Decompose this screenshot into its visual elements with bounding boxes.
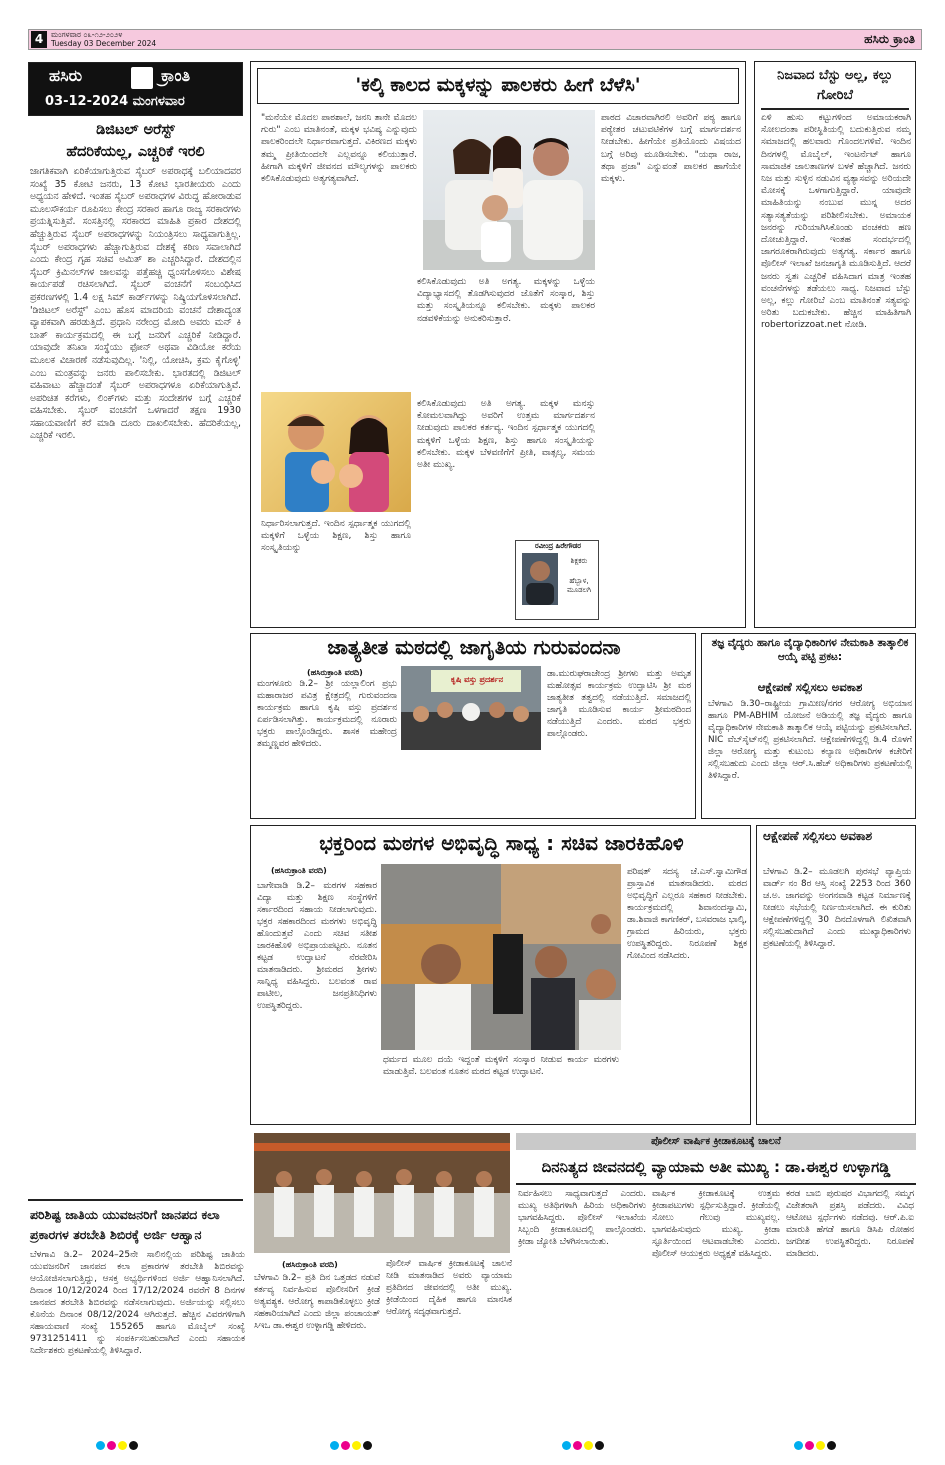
notice-left-title: ಪರಿಶಿಷ್ಟ ಜಾತಿಯ ಯುವಜನರಿಗೆ ಜಾನಪದ ಕಲಾ ಪ್ರಕಾರಗಳ ತರಬೇತಿ ಶಿಬಿರಕ್ಕೆ ಅರ್ಜಿ ಆಹ್ವಾನ: [30, 1207, 220, 1242]
sports-col2: ಪೊಲೀಸ್ ವಾರ್ಷಿಕ ಕ್ರೀಡಾಕೂಟಕ್ಕೆ ಚಾಲನೆ ನೀಡಿ ಮಾತನಾಡಿದ ಅವರು ವ್ಯಾಯಾಮ ಪ್ರತಿದಿನದ ಜೀವನದಲ್ಲಿ ಅತೀ ಮುಖ್ಯ. ಕ್ರೀಡೆಯಿಂದ ದೈಹಿಕ ಹಾಗೂ ಮಾನಸಿಕ ಆರೋಗ್ಯ ಸದೃಢವಾಗುತ್ತದೆ.: [386, 1259, 512, 1317]
objection-notice-body: ಬೆಳಗಾವಿ ಡಿ.2– ಮೂಡಲಗಿ ಪುರಸಭೆ ವ್ಯಾಪ್ತಿಯ ವಾರ್ಡ್ ನಂ 8ರ ಆಸ್ತಿ ಸಂಖ್ಯೆ 2253 ರಿಂದ 360 ಚ.ಅ. ಜಾಗವನ್ನು ಅಂಗನವಾಡಿ ಕಟ್ಟಡ ನಿರ್ಮಾಣಕ್ಕೆ ನೀಡಲು ಸಭೆಯಲ್ಲಿ ನಿರ್ಣಯಿಸಲಾಗಿದೆ. ಈ ಕುರಿತು ಆಕ್ಷೇಪಣೆಗಳಿದ್ದಲ್ಲಿ 30 ದಿನದೊಳಗಾಗಿ ಲಿಖಿತವಾಗಿ ಸಲ್ಲಿಸಬಹುದಾಗಿದೆ ಎಂದು ಮುಖ್ಯಾಧಿಕಾರಿಗಳು ಪ್ರಕಟಣೆಯಲ್ಲಿ ತಿಳಿಸಿದ್ದಾರೆ.: [763, 867, 911, 949]
sports-title: ದಿನನಿತ್ಯದ ಜೀವನದಲ್ಲಿ ವ್ಯಾಯಾಮ ಅತೀ ಮುಖ್ಯ : ಡಾ.ಈಶ್ವರ ಉಳ್ಳಾಗಡ್ಡಿ: [541, 1158, 891, 1176]
jarki-story-title: ಭಕ್ತರಿಂದ ಮಠಗಳ ಅಭಿವೃದ್ಧಿ ಸಾಧ್ಯ : ಸಚಿವ ಜಾರಕಿಹೊಳಿ: [319, 831, 684, 855]
author-place: ಹೆಬ್ಬಾಳ, ಮೂಡಲಗಿ: [567, 577, 591, 594]
feature-col2: ಕಲಿಸಿಕೊಡುವುದು ಅತಿ ಅಗತ್ಯ. ಮಕ್ಕಳನ್ನು ಒಳ್ಳೆಯ ವಿದ್ಯಾಭ್ಯಾಸದಲ್ಲಿ ತೊಡಗಿಸುವುದರ ಜೊತೆಗೆ ಸಂಸ್ಕಾರ, ಶಿಸ್ತು ಮತ್ತು ಸಂಸ್ಕೃತಿಯನ್ನೂ ಕಲಿಸಬೇಕು. ಮಕ್ಕಳು ಪಾಲಕರ ನಡವಳಿಕೆಯನ್ನು ಅನುಕರಿಸುತ್ತಾರೆ.: [417, 277, 595, 324]
divider: [516, 1183, 916, 1185]
feature-col1: "ಮನೆಯೇ ಮೊದಲ ಪಾಠಶಾಲೆ, ಜನನಿ ತಾನೇ ಮೊದಲ ಗುರು" ಎಂಬ ಮಾತಿನಂತೆ, ಮಕ್ಕಳ ಭವಿಷ್ಯ ಎನ್ನುವುದು ಪಾಲಕರಿಂದಲೇ ನಿರ್ಧಾರವಾಗುತ್ತದೆ. ವಿಕಿರಣದ ಮಕ್ಕಳು ತಮ್ಮ ಪ್ರೀತಿಯಿಂದಲೇ ಎಲ್ಲವನ್ನೂ ಕಲಿಯುತ್ತಾರೆ. ಹೀಗಾಗಿ ಮಕ್ಕಳಿಗೆ ಜೀವನದ ಮೌಲ್ಯಗಳನ್ನು ಪಾಲಕರು ಕಲಿಸಿಕೊಡುವುದು ಅತ್ಯಗತ್ಯವಾಗಿದೆ.: [261, 113, 417, 185]
guru-story-box: [250, 633, 696, 819]
masthead-dateline: 03-12-2024 ಮಂಗಳವಾರ: [45, 94, 185, 109]
editorial-title: ಡಿಜಿಟಲ್ ಅರೆಸ್ಟ್: [96, 122, 175, 138]
feature-title: 'ಕಲ್ಕಿ ಕಾಲದ ಮಕ್ಕಳನ್ನು ಪಾಲಕರು ಹೀಗೆ ಬೆಳೆಸಿ': [257, 68, 739, 104]
sports-byline: (ಹಸಿರುಕ್ರಾಂತಿ ವರದಿ): [282, 1260, 338, 1269]
masthead-brand-left: ಹಸಿರು: [49, 66, 83, 85]
health-notice-subtitle: ಆಕ್ಷೇಪಣೆ ಸಲ್ಲಿಸಲು ಅವಕಾಶ: [757, 680, 863, 694]
header-date-kn: ಮಂಗಳವಾರ ೦೩-೧೨-೨೦೨೪: [51, 30, 123, 39]
author-box: [515, 540, 599, 620]
editorial-body: ಜಾಗತಿಕವಾಗಿ ಏರಿಕೆಯಾಗುತ್ತಿರುವ ಸೈಬರ್ ಅಪರಾಧಕ್ಕೆ ಬಲಿಯಾದವರ ಸಂಖ್ಯೆ 35 ಕೋಟಿ ಜನರು, 13 ಕೋಟಿ ಭಾರತೀಯರು ಎಂದು ಅಧ್ಯಯನ ಹೇಳಿದೆ. ಇಂತಹ ಸೈಬರ್ ಅಪರಾಧಗಳ ವಿರುದ್ಧ ಹೋರಾಡುವ ಮೂಲಸೌಕರ್ಯ ರೂಪಿಸಲು ಕೇಂದ್ರ ಸರಕಾರ ಹಾಗೂ ರಾಜ್ಯ ಸರಕಾರಗಳು ಪ್ರಯತ್ನಿಸುತ್ತಿವೆ. ಸಂಸತ್ತಿನಲ್ಲಿ ಸರಕಾರದ ಮಾಹಿತಿ ಪ್ರಕಾರ ದೇಶದಲ್ಲಿ ಹೆಚ್ಚುತ್ತಿರುವ ಸೈಬರ್ ಅಪರಾಧಗಳನ್ನು ನಿಯಂತ್ರಿಸಲು ಸಾಧ್ಯವಾಗುತ್ತಿಲ್ಲ. ಸೈಬರ್ ಅಪರಾಧಗಳು ಹೆಚ್ಚಾಗುತ್ತಿರುವ ದೇಶಕ್ಕೆ ಕಠಿಣ ಸವಾಲಾಗಿದೆ ಎಂದು ಕೇಂದ್ರ ಗೃಹ ಸಚಿವ ಅಮಿತ್ ಶಾ ಎಚ್ಚರಿಸಿದ್ದಾರೆ. ದೇಶದಲ್ಲಿನ ಸೈಬರ್ ಕ್ರಿಮಿನಲ್‌ಗಳ ಜಾಲವನ್ನು ಪತ್ತೆಹಚ್ಚಿ ಧ್ವಂಸಗೊಳಿಸಲು ವಿಶೇಷ ಕಾರ್ಯಪಡೆ ರಚಿಸಲಾಗಿದೆ. ಸೈಬರ್ ವಂಚನೆಗೆ ಸಂಬಂಧಿಸಿದ ಪ್ರಕರಣಗಳಲ್ಲಿ 1.4 ಲಕ್ಷ ಸಿಮ್ ಕಾರ್ಡ್‌ಗಳನ್ನು ನಿಷ್ಕ್ರಿಯಗೊಳಿಸಲಾಗಿದೆ. 'ಡಿಜಿಟಲ್ ಅರೆಸ್ಟ್' ಎಂಬ ಹೊಸ ಮಾದರಿಯ ವಂಚನೆ ದೇಶಾದ್ಯಂತ ವ್ಯಾಪಕವಾಗಿ ಹರಡುತ್ತಿದೆ. ಪ್ರಧಾನಿ ನರೇಂದ್ರ ಮೋದಿ ಅವರು ಮನ್ ಕಿ ಬಾತ್ ಕಾರ್ಯಕ್ರಮದಲ್ಲಿ ಈ ಬಗ್ಗೆ ಜನರಿಗೆ ಎಚ್ಚರಿಕೆ ನೀಡಿದ್ದಾರೆ. ಯಾವುದೇ ತನಿಖಾ ಸಂಸ್ಥೆಯು ಫೋನ್ ಅಥವಾ ವಿಡಿಯೋ ಕರೆಯ ಮೂಲಕ ವಿಚಾರಣೆ ನಡೆಸುವುದಿಲ್ಲ. 'ನಿಲ್ಲಿ, ಯೋಚಿಸಿ, ಕ್ರಮ ಕೈಗೊಳ್ಳಿ' ಎಂಬ ಮಂತ್ರವನ್ನು ಜನರು ಪಾಲಿಸಬೇಕು. ಭಾರತದಲ್ಲಿ ಡಿಜಿಟಲ್ ವಹಿವಾಟು ಹೆಚ್ಚಾದಂತೆ ಸೈಬರ್ ಅಪರಾಧಗಳೂ ಏರಿಕೆಯಾಗುತ್ತಿವೆ. ಅಪರಿಚಿತ ಕರೆಗಳು, ಲಿಂಕ್‌ಗಳು ಮತ್ತು ಸಂದೇಶಗಳ ಬಗ್ಗೆ ಎಚ್ಚರಿಕೆ ವಹಿಸಬೇಕು. ಸೈಬರ್ ವಂಚನೆಗೆ ಒಳಗಾದರೆ ತಕ್ಷಣ 1930 ಸಹಾಯವಾಣಿಗೆ ಕರೆ ಮಾಡಿ ದೂರು ದಾಖಲಿಸಬೇಕು. ಹೆದರಿಕೆಯಲ್ಲ, ಎಚ್ಚರಿಕೆ ಇರಲಿ.: [30, 166, 241, 442]
header-date-en: Tuesday 03 December 2024: [51, 39, 157, 48]
right-column-title: ನಿಜವಾದ ಬೆಸ್ಟು ಅಲ್ಲ, ಕಲ್ಲು ಗೋರಿಬೆ: [777, 68, 893, 103]
divider: [761, 108, 909, 110]
jarki-story-box: [250, 825, 751, 1125]
right-column-body: ಏಳಿ ಹುಸು ಕಟ್ಟುಗಳಿಂದ ಅಮಾಯಕರಾಗಿ ಸೋಲದಂತಾ ಪರೀಸ್ಥಿತಿಯಲ್ಲಿ ಬದುಕುತ್ತಿರುವ ನಮ್ಮ ಸಮಾಜದಲ್ಲಿ ಹಲವಾರು ಗೊಂದಲಗಳಿವೆ. ಇಂದಿನ ದಿನಗಳಲ್ಲಿ ಮೊಬೈಲ್, ಇಂಟರ್ನೆಟ್ ಹಾಗೂ ಸಾಮಾಜಿಕ ಜಾಲತಾಣಗಳ ಬಳಕೆ ಹೆಚ್ಚಾಗಿದೆ. ಜನರು ನಿಜ ಮತ್ತು ಸುಳ್ಳಿನ ನಡುವಿನ ವ್ಯತ್ಯಾಸವನ್ನು ಅರಿಯದೇ ಮೋಸಕ್ಕೆ ಒಳಗಾಗುತ್ತಿದ್ದಾರೆ. ಯಾವುದೇ ಮಾಹಿತಿಯನ್ನು ನಂಬುವ ಮುನ್ನ ಅದರ ಸತ್ಯಾಸತ್ಯತೆಯನ್ನು ಪರಿಶೀಲಿಸಬೇಕು. ಅಮಾಯಕ ಜನರನ್ನು ಗುರಿಯಾಗಿಸಿಕೊಂಡು ವಂಚಕರು ಹಣ ದೋಚುತ್ತಿದ್ದಾರೆ. ಇಂತಹ ಸಂದರ್ಭದಲ್ಲಿ ಜಾಗರೂಕರಾಗಿರುವುದು ಅತ್ಯಗತ್ಯ. ಸರ್ಕಾರ ಹಾಗೂ ಪೊಲೀಸ್ ಇಲಾಖೆ ಜನಜಾಗೃತಿ ಮೂಡಿಸುತ್ತಿದೆ. ಆದರೆ ಜನರು ಸ್ವತಃ ಎಚ್ಚರಿಕೆ ವಹಿಸಿದಾಗ ಮಾತ್ರ ಇಂತಹ ವಂಚನೆಗಳನ್ನು ತಡೆಯಲು ಸಾಧ್ಯ. ನಿಜವಾದ ಬೆಸ್ಟು ಅಲ್ಲ, ಕಲ್ಲು ಗೋರಿಬೆ ಎಂಬ ಮಾತಿನಂತೆ ಸತ್ಯವನ್ನು ಅರಿತು ಬದುಕಬೇಕು. ಹೆಚ್ಚಿನ ಮಾಹಿತಿಗಾಗಿ robertorizzoat.net ನೋಡಿ.: [761, 113, 911, 331]
sports-event-photo: [254, 1133, 510, 1253]
feature-col3: ಪಾಠದ ವಿಚಾರವಾಗಿರಲಿ ಅವರಿಗೆ ಪಠ್ಯ ಹಾಗೂ ಪಠ್ಯೇತರ ಚಟುವಟಿಕೆಗಳ ಬಗ್ಗೆ ಮಾರ್ಗದರ್ಶನ ನೀಡಬೇಕು. ಹೀಗೆಯೇ ಪ್ರತಿಯೊಂದು ವಿಷಯದ ಬಗ್ಗೆ ಅರಿವು ಮೂಡಿಸಬೇಕು. "ಯಥಾ ರಾಜ, ತಥಾ ಪ್ರಜಾ" ಎನ್ನುವಂತೆ ಪಾಲಕರ ಹಾಗೆಯೇ ಮಕ್ಕಳು.: [601, 113, 741, 185]
masthead-logo-icon: [131, 67, 153, 89]
health-notice-box: [701, 633, 916, 819]
family-photo: [423, 110, 595, 270]
sports-kicker: ಪೊಲೀಸ್ ವಾರ್ಷಿಕ ಕ್ರೀಡಾಕೂಟಕ್ಕೆ ಚಾಲನೆ: [516, 1133, 916, 1150]
feature-box: [250, 61, 746, 628]
health-notice-title: ತಜ್ಞ ವೈದ್ಯರು ಹಾಗೂ ವೈದ್ಯಾಧಿಕಾರಿಗಳ ನೇಮಕಾತಿ ತಾತ್ಕಾಲಿಕ ಆಯ್ಕೆ ಪಟ್ಟಿ ಪ್ರಕಟ:: [711, 637, 909, 663]
page-number: 4: [31, 31, 47, 48]
guru-story-col1: ಮಂಗಳೂರು ಡಿ.2– ಶ್ರೀ ಯಲ್ಲಾಲಿಂಗ ಪ್ರಭು ಮಹಾರಾಜರ ಪವಿತ್ರ ಕ್ಷೇತ್ರದಲ್ಲಿ ಗುರುವಂದನಾ ಕಾರ್ಯಕ್ರಮ ಹಾಗೂ ಕೃಷಿ ವಸ್ತು ಪ್ರದರ್ಶನ ಏರ್ಪಡಿಸಲಾಗಿತ್ತು. ಕಾರ್ಯಕ್ರಮದಲ್ಲಿ ನೂರಾರು ಭಕ್ತರು ಪಾಲ್ಗೊಂಡಿದ್ದರು. ಶಾಸಕ ಮಹೇಂದ್ರ ತಮ್ಮಣ್ಣವರ ಹೇಳಿದರು.: [257, 679, 397, 749]
divider: [28, 1199, 243, 1201]
author-name: ರವೀಂದ್ರ ಹಿರೇಗೌಡರ: [535, 542, 581, 550]
masthead: [28, 62, 243, 116]
feature-col5: ನಿರ್ಧಾರಿಸಲಾಗುತ್ತದೆ. ಇಂದಿನ ಸ್ಪರ್ಧಾತ್ಮಕ ಯುಗದಲ್ಲಿ ಮಕ್ಕಳಿಗೆ ಒಳ್ಳೆಯ ಶಿಕ್ಷಣ, ಶಿಸ್ತು ಹಾಗೂ ಸಂಸ್ಕೃತಿಯನ್ನು: [261, 519, 411, 554]
sports-col4: ವಾರ್ಷಿಕ ಕ್ರೀಡಾಕೂಟಕ್ಕೆ ಉತ್ತಮ ಕ್ರೀಡಾಪಟುಗಳು ಸ್ಪರ್ಧಿಸುತ್ತಿದ್ದಾರೆ. ಕ್ರೀಡೆಯಲ್ಲಿ ಸೋಲು ಗೆಲುವು ಮುಖ್ಯವಲ್ಲ. ಭಾಗವಹಿಸುವುದು ಮುಖ್ಯ. ಕ್ರೀಡಾ ಸ್ಫೂರ್ತಿಯಿಂದ ಆಟವಾಡಬೇಕು ಎಂದರು. ಪೊಲೀಸ್ ಆಯುಕ್ತರು ಅಧ್ಯಕ್ಷತೆ ವಹಿಸಿದ್ದರು.: [652, 1189, 780, 1259]
header-brand: ಹಸಿರು ಕ್ರಾಂತಿ: [864, 32, 915, 46]
jarki-event-photo: [381, 864, 621, 1050]
guru-photo-banner: ಕೃಷಿ ವಸ್ತು ಪ್ರದರ್ಶನ: [450, 675, 504, 684]
masthead-brand-right: ಕ್ರಾಂತಿ: [161, 66, 191, 85]
notice-left-body: ಬೆಳಗಾವಿ ಡಿ.2– 2024–25ನೇ ಸಾಲಿನಲ್ಲಿಯ ಪರಿಶಿಷ್ಟ ಜಾತಿಯ ಯುವಜನರಿಗೆ ಜಾನಪದ ಕಲಾ ಪ್ರಕಾರಗಳ ತರಬೇತಿ ಶಿಬಿರವನ್ನು ಆಯೋಜಿಸಲಾಗುತ್ತಿದ್ದು, ಆಸಕ್ತ ಅಭ್ಯರ್ಥಿಗಳಿಂದ ಅರ್ಜಿ ಆಹ್ವಾನಿಸಲಾಗಿದೆ. ದಿನಾಂಕ 10/12/2024 ರಿಂದ 17/12/2024 ರವರೆಗೆ 8 ದಿನಗಳ ಜಾನಪದ ತರಬೇತಿ ಶಿಬಿರವನ್ನು ನಡೆಸಲಾಗುವುದು. ಅರ್ಜಿಯನ್ನು ಸಲ್ಲಿಸಲು ಕೊನೆಯ ದಿನಾಂಕ 08/12/2024 ಆಗಿರುತ್ತದೆ. ಹೆಚ್ಚಿನ ವಿವರಗಳಿಗಾಗಿ ಸಹಾಯವಾಣಿ ಸಂಖ್ಯೆ 155265 ಹಾಗೂ ಮೊಬೈಲ್ ಸಂಖ್ಯೆ 9731251411 ನ್ನು ಸಂಪರ್ಕಿಸಬಹುದಾಗಿದೆ ಎಂದು ಸಹಾಯಕ ನಿರ್ದೇಶಕರು ಪ್ರಕಟಣೆಯಲ್ಲಿ ತಿಳಿಸಿದ್ದಾರೆ.: [30, 1250, 245, 1356]
jarki-story-col2: ಪರಿಷತ್ ಸದಸ್ಯ ಚೆ.ಎಸ್.ಸ್ವಾಮಿಗೌಡ ಪ್ರಾಸ್ತಾವಿಕ ಮಾತನಾಡಿದರು. ಮಠದ ಅಭಿವೃದ್ಧಿಗೆ ಎಲ್ಲರೂ ಸಹಕಾರ ನೀಡಬೇಕು. ಕಾರ್ಯಕ್ರಮದಲ್ಲಿ ಶಿವಾನಂದಸ್ವಾಮಿ, ಡಾ.ಶಿವಾಜಿ ಕಾಗಣಿಕರ್, ಬಸವರಾಜ ಭಾಲ್ಕಿ, ಗ್ರಾಮದ ಹಿರಿಯರು, ಭಕ್ತರು ಉಪಸ್ಥಿತರಿದ್ದರು. ನಿರೂಪಣೆ ಶಿಕ್ಷಕ ಗೋವಿಂದ ನಡೆಸಿದರು.: [627, 867, 747, 961]
feature-col4: ಕಲಿಸಿಕೊಡುವುದು ಅತಿ ಅಗತ್ಯ. ಮಕ್ಕಳ ಮನಸ್ಸು ಕೋಮಲವಾಗಿದ್ದು ಅವರಿಗೆ ಉತ್ತಮ ಮಾರ್ಗದರ್ಶನ ನೀಡುವುದು ಪಾಲಕರ ಕರ್ತವ್ಯ. ಇಂದಿನ ಸ್ಪರ್ಧಾತ್ಮಕ ಯುಗದಲ್ಲಿ ಮಕ್ಕಳಿಗೆ ಒಳ್ಳೆಯ ಶಿಕ್ಷಣ, ಶಿಸ್ತು ಹಾಗೂ ಸಂಸ್ಕೃತಿಯನ್ನು ಕಲಿಸಬೇಕು. ಮಕ್ಕಳ ಬೆಳವಣಿಗೆಗೆ ಪ್ರೀತಿ, ವಾತ್ಸಲ್ಯ, ಸಮಯ ಅತೀ ಮುಖ್ಯ.: [417, 399, 595, 471]
guru-story-title: ಜಾತ್ಯತೀತ ಮಠದಲ್ಲಿ ಜಾಗೃತಿಯ ಗುರುವಂದನಾ: [327, 635, 621, 659]
sports-col1: ಬೆಳಗಾವಿ ಡಿ.2– ಪ್ರತಿ ದಿನ ಒತ್ತಡದ ನಡುವೆ ಕರ್ತವ್ಯ ನಿರ್ವಹಿಸುವ ಪೊಲೀಸರಿಗೆ ಕ್ರೀಡೆ ಅತ್ಯವಶ್ಯಕ. ಆರೋಗ್ಯ ಕಾಪಾಡಿಕೊಳ್ಳಲು ಕ್ರೀಡೆ ಸಹಕಾರಿಯಾಗಿದೆ ಎಂದು ಜಿಲ್ಲಾ ಪಂಚಾಯತ್ ಸಿಇಒ ಡಾ.ಈಶ್ವರ ಉಳ್ಳಾಗಡ್ಡಿ ಹೇಳಿದರು.: [254, 1273, 380, 1331]
health-notice-body: ಬೆಳಗಾವಿ ಡಿ.30–ರಾಷ್ಟ್ರೀಯ ಗ್ರಾಮೀಣ/ನಗರ ಆರೋಗ್ಯ ಅಭಿಯಾನ ಹಾಗೂ PM-ABHIM ಯೋಜನೆ ಅಡಿಯಲ್ಲಿ ತಜ್ಞ ವೈದ್ಯರು ಹಾಗೂ ವೈದ್ಯಾಧಿಕಾರಿಗಳ ನೇಮಕಾತಿ ತಾತ್ಕಾಲಿಕ ಆಯ್ಕೆ ಪಟ್ಟಿಯನ್ನು ಪ್ರಕಟಿಸಲಾಗಿದೆ. NIC ವೆಬ್‌ಸೈಟ್‌ನಲ್ಲಿ ಪ್ರಕಟಿಸಲಾಗಿದೆ. ಆಕ್ಷೇಪಣೆಗಳಿದ್ದಲ್ಲಿ ಡಿ.4 ರೊಳಗೆ ಜಿಲ್ಲಾ ಆರೋಗ್ಯ ಮತ್ತು ಕುಟುಂಬ ಕಲ್ಯಾಣ ಅಧಿಕಾರಿಗಳ ಕಚೇರಿಗೆ ಸಲ್ಲಿಸಬಹುದು ಎಂದು ಜಿಲ್ಲಾ ಆರ್.ಸಿ.ಹೆಚ್ ಅಧಿಕಾರಿಗಳು ಪ್ರಕಟಣೆಯಲ್ಲಿ ತಿಳಿಸಿದ್ದಾರೆ.: [708, 699, 912, 781]
sports-col3: ನಿರ್ವಹಿಸಲು ಸಾಧ್ಯವಾಗುತ್ತದೆ ಎಂದರು. ಮುಖ್ಯ ಅತಿಥಿಗಳಾಗಿ ಹಿರಿಯ ಅಧಿಕಾರಿಗಳು ಭಾಗವಹಿಸಿದ್ದರು. ಪೊಲೀಸ್ ಇಲಾಖೆಯ ಸಿಬ್ಬಂದಿ ಕ್ರೀಡಾಕೂಟದಲ್ಲಿ ಪಾಲ್ಗೊಂಡರು. ಕ್ರೀಡಾ ಜ್ಯೋತಿ ಬೆಳಗಿಸಲಾಯಿತು.: [518, 1189, 646, 1247]
guru-story-byline: (ಹಸಿರುಕ್ರಾಂತಿ ವರದಿ): [307, 668, 363, 677]
author-photo: [522, 553, 558, 605]
author-role: ಶಿಕ್ಷಕರು: [570, 557, 588, 565]
objection-notice-title: ಆಕ್ಷೇಪಣೆ ಸಲ್ಲಿಸಲು ಅವಕಾಶ: [763, 829, 873, 843]
page-header-bar: [28, 29, 922, 50]
right-column-box: [754, 61, 916, 628]
jarki-photo-caption: ಧರ್ಮದ ಮೂಲ ದಯೆ ಇದ್ದಂತೆ ಮಕ್ಕಳಿಗೆ ಸಂಸ್ಕಾರ ನೀಡುವ ಕಾರ್ಯ ಮಠಗಳು ಮಾಡುತ್ತಿವೆ. ಬಲವಂತ ನೂತನ ಮಠದ ಕಟ್ಟಡ ಉದ್ಘಾಟನೆ.: [383, 1055, 619, 1077]
guru-event-photo: [401, 666, 541, 750]
parents-baby-illustration: [261, 392, 411, 512]
jarki-story-byline: (ಹಸಿರುಕ್ರಾಂತಿ ವರದಿ): [271, 866, 327, 875]
guru-story-col2: ಡಾ.ಮುರುಘರಾಜೇಂದ್ರ ಶ್ರೀಗಳು ಮತ್ತು ಅಮೃತ ಮಹೋತ್ಸವ ಕಾರ್ಯಕ್ರಮ ಉದ್ಘಾಟಿಸಿ ಶ್ರೀ ಮಠ ಜಾತ್ಯತೀತ ತತ್ವದಲ್ಲಿ ನಡೆಯುತ್ತಿದೆ. ಸಮಾಜದಲ್ಲಿ ಜಾಗೃತಿ ಮೂಡಿಸುವ ಕಾರ್ಯ ಶ್ರೀಮಠದಿಂದ ನಡೆಯುತ್ತಿದೆ ಎಂದರು. ಮಠದ ಭಕ್ತರು ಪಾಲ್ಗೊಂಡರು.: [547, 669, 691, 739]
jarki-story-col1: ಬಾಗೇವಾಡಿ ಡಿ.2– ಮಠಗಳ ಸಹಕಾರ ವಿದ್ಯಾ ಮತ್ತು ಶಿಕ್ಷಣ ಸಂಸ್ಥೆಗಳಿಗೆ ಸರ್ಕಾರದಿಂದ ಸಹಾಯ ನೀಡಲಾಗುವುದು. ಭಕ್ತರ ಸಹಕಾರದಿಂದ ಮಠಗಳು ಅಭಿವೃದ್ಧಿ ಹೊಂದುತ್ತವೆ ಎಂದು ಸಚಿವ ಸತೀಶ ಜಾರಕಿಹೊಳಿ ಅಭಿಪ್ರಾಯಪಟ್ಟರು. ನೂತನ ಕಟ್ಟಡ ಉದ್ಘಾಟನೆ ನೆರವೇರಿಸಿ ಮಾತನಾಡಿದರು. ಶ್ರೀಮಠದ ಶ್ರೀಗಳು ಸಾನ್ನಿಧ್ಯ ವಹಿಸಿದ್ದರು. ಬಲವಂತ ರಾವ ಪಾಟೀಲ, ಜನಪ್ರತಿನಿಧಿಗಳು ಉಪಸ್ಥಿತರಿದ್ದರು.: [257, 881, 377, 1011]
editorial-subtitle: ಹೆದರಿಕೆಯಲ್ಲ, ಎಚ್ಚರಿಕೆ ಇರಲಿ: [66, 144, 205, 160]
objection-notice-box: [756, 825, 916, 1125]
sports-col5: ಕರಡ ಬಾಬಿ ಪುರುಷರ ವಿಭಾಗದಲ್ಲಿ ಸಮ್ಮಗ ವಿಜೇತರಾಗಿ ಪ್ರಶಸ್ತಿ ಪಡೆದರು. ವಿವಿಧ ಆಟೋಟ ಸ್ಪರ್ಧೆಗಳು ನಡೆದವು. ಆರ್.ಪಿ.ಐ ಮಾರುತಿ ಹೆಗಡೆ ಹಾಗೂ ಡಿಸಿಪಿ ರೋಹನ ಜಗದೀಶ ಉಪಸ್ಥಿತರಿದ್ದರು. ನಿರೂಪಣೆ ಮಾಡಿದರು.: [786, 1189, 914, 1259]
